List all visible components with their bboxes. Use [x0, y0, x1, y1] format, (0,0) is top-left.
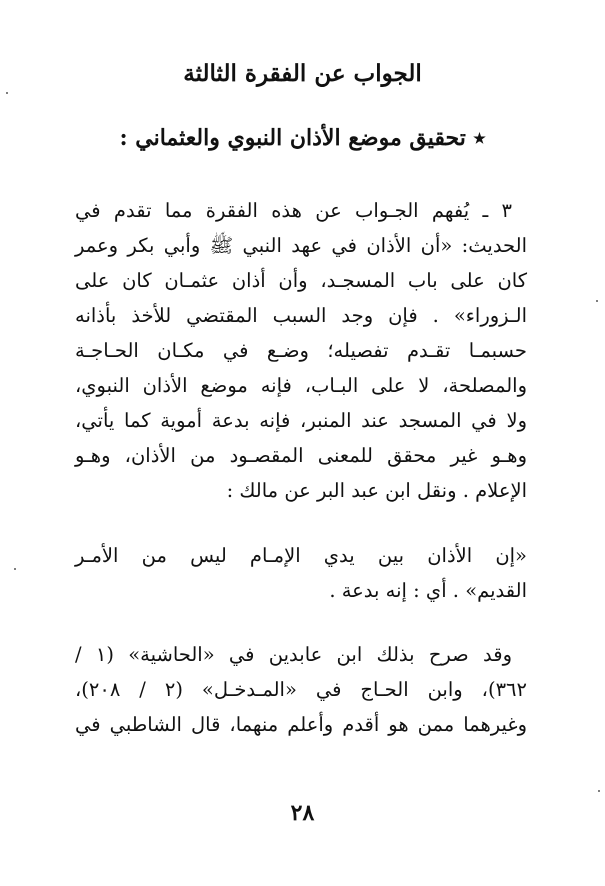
scan-speck [14, 568, 16, 570]
quote-line: «إن الأذان بين يدي الإمـام ليس من الأمـر [75, 544, 527, 567]
text-line: الحديث: «أن الأذان في عهد النبي ﷺ وأبي بكر وعمر [75, 234, 527, 257]
text-line: وغيرهما ممن هو أقدم وأعلم منهما، قال الشاطبي في [75, 713, 527, 736]
page-number: ٢٨ [290, 800, 315, 826]
text-line: الإعلام . ونقل ابن عبد البر عن مالك : [226, 479, 527, 502]
text-line: كان على باب المسجـد، وأن أذان عثمـان كان على [75, 269, 527, 292]
text-line: الـزوراء» . فإن وجد السبب المقتضي للأخذ بأذانه [75, 304, 527, 327]
quote-line: القديم» . أي : إنه بدعة . [329, 579, 527, 602]
text-line: وقد صرح بذلك ابن عابدين في «الحاشية» (١ / [75, 643, 512, 666]
scan-speck [596, 300, 598, 302]
chapter-title: الجواب عن الفقرة الثالثة [183, 60, 422, 87]
text-line: وهـو غير محقق للمعنى المقصـود من الأذان، وهـو [75, 444, 527, 467]
text-line: والمصلحة، لا على البـاب، فإنه موضع الأذان النبوي، [75, 374, 527, 397]
scan-speck [6, 92, 8, 94]
text-line: ولا في المسجد عند المنبر، فإنه بدعة أموية كما يأتي، [75, 409, 527, 432]
section-subtitle: ٭ تحقيق موضع الأذان النبوي والعثماني : [119, 125, 486, 151]
text-line: ٣٦٢)، وابن الحـاج في «المـدخـل» (٢ / ٢٠٨)، [75, 678, 527, 701]
text-line: حسبمـا تقـدم تفصيله؛ وضـع في مكـان الحـاجـة [75, 339, 527, 362]
text-line: ٣ ـ يُفهم الجـواب عن هذه الفقرة مما تقدم في [75, 199, 512, 222]
scan-speck [598, 790, 600, 792]
